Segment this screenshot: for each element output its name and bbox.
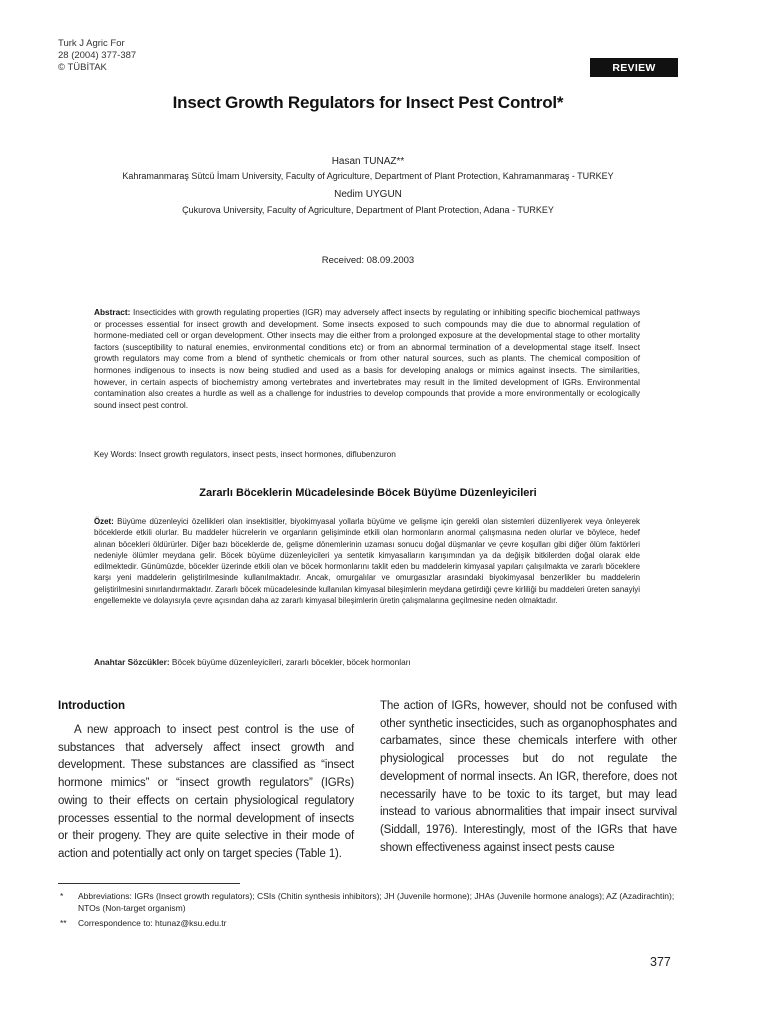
- anahtar-text: Böcek büyüme düzenleyicileri, zararlı böcekler, böcek hormonları: [169, 657, 411, 667]
- footnote-divider: [58, 883, 240, 884]
- footnote: [58, 890, 678, 914]
- author-name: Hasan TUNAZ**: [331, 156, 405, 167]
- footnote-mark: *: [60, 891, 64, 901]
- section-heading-introduction: Introduction: [58, 700, 126, 712]
- footnote-text: IGRs (Insect growth regulators); CSIs (Chitin synthesis inhibitors); JH (Juvenile hormone); JHAs (Juvenile hormone analogs); AZ (Azadirachtin); NTOs (Non-target organism): [78, 891, 675, 913]
- footnote-label: Abbreviations:: [78, 891, 132, 901]
- journal-citation: [58, 38, 136, 74]
- turkish-title: Zararlı Böceklerin Mücadelesinde Böcek Büyüme Düzenleyicileri: [199, 487, 537, 499]
- abstract: [94, 307, 640, 411]
- body-column-right: The action of IGRs, however, should not be confused with other synthetic insecticides, such as organophosphates and carbamates, since these chemicals interfere with other physiological processes but do not regulate the development of normal insects. An IGR, therefore, does not necessarily have to be toxic to its target, but may lead instead to various abnormalities that impair insect survival (Siddall, 1976). Interestingly, most of the IGRs that have shown effectiveness against insect pests cause: [380, 700, 677, 854]
- footnote-mark: **: [60, 918, 67, 928]
- abstract-text: Insecticides with growth regulating properties (IGR) may adversely affect insects by regulating or inhibiting specific biochemical pathways or processes essential for insect growth and development. Some insects exposed to such compounds may die due to abnormal regulation of hormone-mediated cell or organ development. Other insects may die either from a prolonged exposure at the developmental stage to other mortality factors (susceptibility to natural enemies, environmental conditions etc) or from an abnormal termination of a developmental stage itself. Insect growth regulators may come from a blend of synthetic chemicals or from other natural sources, such as plants. The chemical composition of hormones indigenous to insects is now being studied and used as a basis for developing analogs or mimics against insects. The similarities, however, in certain aspects of biochemistry among vertebrates and invertebrates may result in the limited development of IGRs. Environmental contamination also creates a hurdle as well as a challenge for industries to develop compounds that provide a more environmentally or ecologically sound insect pest control.: [94, 307, 640, 410]
- ozet-text: Büyüme düzenleyici özellikleri olan insektisitler, biyokimyasal yollarla büyüme ve gelişme için gerekli olan sistemleri düzenliyerek veya önleyerek böceklerde etkili olurlar. Bu maddeler hücrelerin ve organların gelişiminde etkili olan hormonların anormal çalışmasına neden olurlar ve böylece, hedef alınan böcekleri öldürürler. Diğer bazı böceklerde de, gelişme dönemlerinin uzaması sonucu doğal düşmanlar ve çevre koşulları gibi diğer ölüm faktörleri nedeniyle ölümler meydana gelir. Böcek büyüme düzenleyicileri ya sentetik kimyasalların karışımından ya da değişik bitkilerden doğal olarak elde edilmektedir. Günümüzde, böcekler üzerinde etkili olan ve böcek hormonlarını taklit eden bu maddelerin kimyasal yapıları çalışılmakta ve zararlı böceklere karşı yeni maddelerin geliştirilmesinde kullanılmaktadır. Ancak, omurgalılar ve omurgasızlar arasındaki biyokimyasal benzerlikler bu maddelerin geliştirilmesini sınırlandırmaktadır. Zararlı böcek mücadelesinde kullanılan kimyasal bileşimlerin meydana getirdiği çevre kirliliği bu maddeleri üreten sanayiyi engellemekte ve dolayısıyla çevre açısından daha az zararlı kimyasal bileşimlerin üretin çalışmalarına geçilmesine neden olmaktadır.: [94, 517, 640, 606]
- keywords-text: Insect growth regulators, insect pests, insect hormones, diflubenzuron: [136, 449, 396, 459]
- author-name: Nedim UYGUN: [334, 189, 402, 200]
- journal-name: Turk J Agric For: [58, 38, 125, 49]
- footnote: [58, 917, 678, 929]
- body-column-left: A new approach to insect pest control is the use of substances that adversely affect insect growth and development. These substances are classified as “insect hormone mimics” or “insect growth regulators” (IGRs) owing to their effects on certain physiological regulatory processes essential to the normal development of insects or their progeny. They are quite selective in their mode of action and potentially act only on target species (Table 1).: [58, 724, 354, 860]
- anahtar-sozcukler: [94, 657, 640, 668]
- ozet: [94, 516, 640, 606]
- author-affiliation: Çukurova University, Faculty of Agriculture, Department of Plant Protection, Adana - TURKEY: [182, 205, 554, 215]
- ozet-label: Özet:: [94, 517, 114, 526]
- journal-copyright: © TÜBİTAK: [58, 62, 107, 73]
- paper-title: Insect Growth Regulators for Insect Pest Control*: [172, 93, 564, 112]
- footnote-text: Correspondence to: htunaz@ksu.edu.tr: [78, 918, 227, 928]
- review-badge: REVIEW: [590, 58, 678, 77]
- received-date: Received: 08.09.2003: [321, 255, 415, 266]
- anahtar-label: Anahtar Sözcükler:: [94, 657, 170, 667]
- keywords: [94, 449, 640, 460]
- keywords-label: Key Words:: [94, 449, 137, 459]
- journal-volume: 28 (2004) 377-387: [58, 50, 137, 61]
- abstract-label: Abstract:: [94, 307, 131, 317]
- page-number: 377: [650, 955, 671, 969]
- author-affiliation: Kahramanmaraş Sütcü İmam University, Faculty of Agriculture, Department of Plant Protection, Kahramanmaraş - TURKEY: [122, 171, 614, 181]
